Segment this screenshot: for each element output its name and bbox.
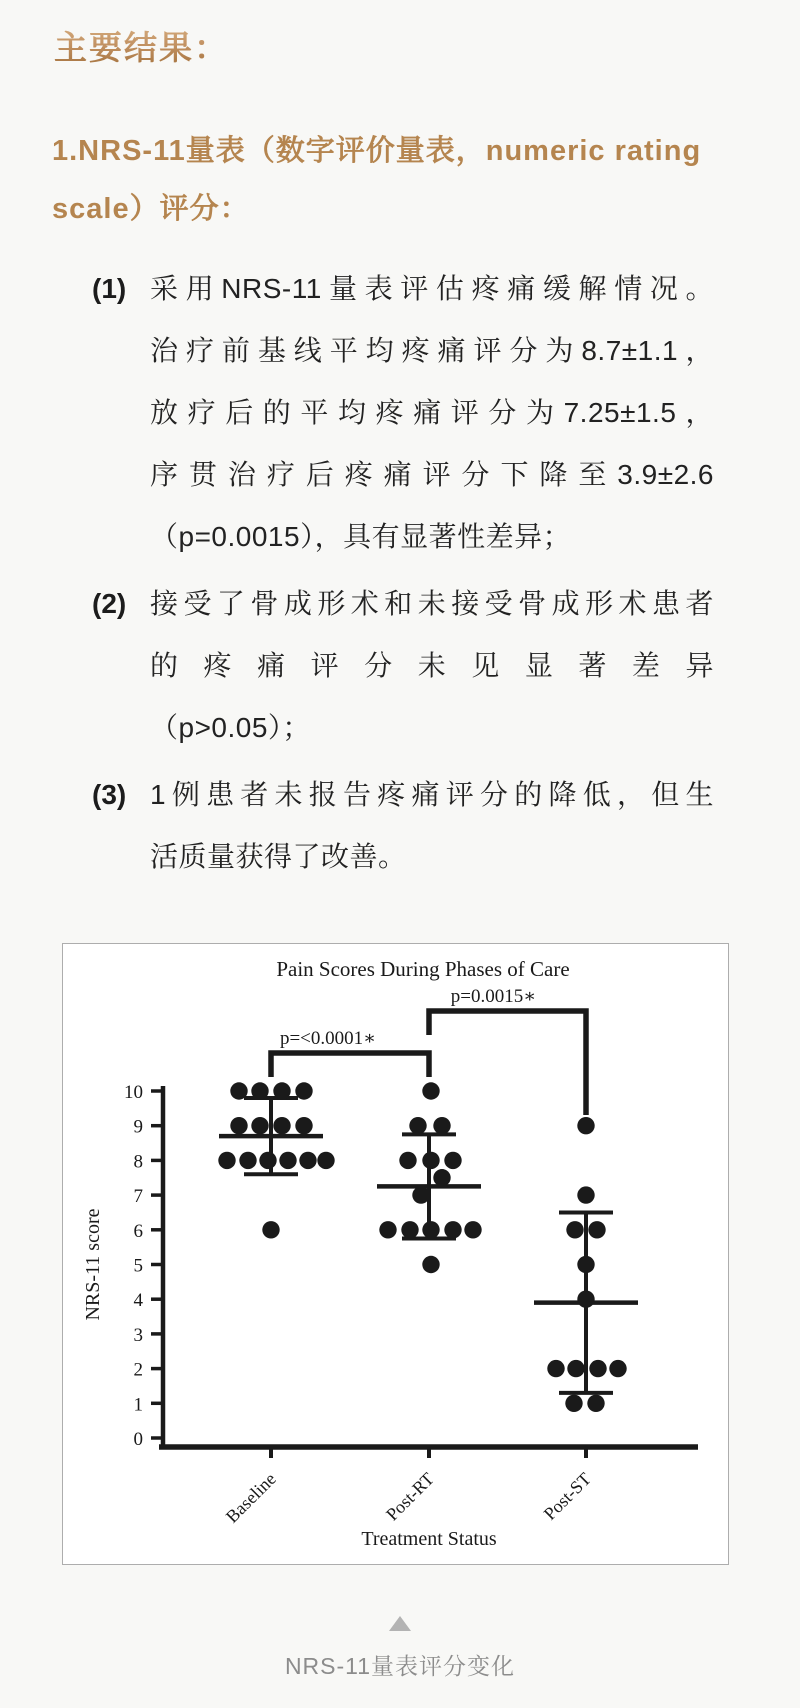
y-tick-label: 4 bbox=[133, 1290, 143, 1312]
list-item-line: （p>0.05）； bbox=[150, 712, 311, 743]
y-tick-label: 9 bbox=[133, 1116, 143, 1138]
list-item-line: 采用NRS-11量表评估疼痛缓解情况。 bbox=[150, 273, 714, 304]
data-point bbox=[588, 1221, 605, 1238]
data-point bbox=[587, 1395, 604, 1412]
data-point bbox=[609, 1360, 626, 1377]
y-tick-label: 1 bbox=[133, 1394, 143, 1416]
significance-label: p=<0.0001∗ bbox=[279, 1028, 377, 1049]
significance-bracket bbox=[271, 1053, 429, 1077]
list-item-line: 接受了骨成形术和未接受骨成形术患者 bbox=[150, 588, 714, 619]
findings-list bbox=[92, 258, 714, 893]
data-point bbox=[218, 1152, 235, 1169]
data-point bbox=[577, 1291, 594, 1308]
list-item bbox=[92, 764, 714, 888]
data-point bbox=[433, 1117, 450, 1134]
data-point bbox=[262, 1221, 279, 1238]
y-axis-label: NRS-11 score bbox=[82, 1208, 104, 1321]
data-point bbox=[412, 1186, 429, 1203]
y-tick-label: 2 bbox=[133, 1359, 143, 1381]
chart-title: Pain Scores During Phases of Care bbox=[276, 957, 570, 981]
data-point bbox=[295, 1117, 312, 1134]
figure-caption: NRS-11量表评分变化 bbox=[284, 1653, 516, 1679]
list-item bbox=[92, 258, 714, 568]
data-point bbox=[251, 1117, 268, 1134]
y-tick-label: 0 bbox=[133, 1429, 143, 1450]
data-point bbox=[317, 1152, 334, 1169]
data-point bbox=[464, 1221, 481, 1238]
data-point bbox=[444, 1152, 461, 1169]
data-point bbox=[273, 1117, 290, 1134]
y-tick-label: 6 bbox=[133, 1220, 143, 1242]
page-title: 主要结果： bbox=[54, 22, 229, 69]
data-point bbox=[577, 1186, 594, 1203]
data-point bbox=[273, 1082, 290, 1099]
y-tick-label: 7 bbox=[133, 1186, 143, 1208]
list-item-text bbox=[150, 573, 714, 759]
data-point bbox=[295, 1082, 312, 1099]
list-item-text bbox=[150, 764, 714, 888]
data-point bbox=[401, 1221, 418, 1238]
data-point bbox=[577, 1117, 594, 1134]
y-tick-label: 5 bbox=[133, 1255, 143, 1277]
significance-bracket bbox=[429, 1011, 586, 1115]
list-item-number: (2) bbox=[92, 588, 127, 619]
data-point bbox=[251, 1082, 268, 1099]
data-point bbox=[577, 1256, 594, 1273]
data-point bbox=[299, 1152, 316, 1169]
list-item-line: 的疼痛评分未见显著差异 bbox=[150, 650, 714, 681]
y-tick-label: 3 bbox=[133, 1324, 143, 1346]
list-item-text bbox=[150, 258, 714, 568]
caption-pointer-icon bbox=[389, 1616, 411, 1631]
data-point bbox=[433, 1169, 450, 1186]
significance-label: p=0.0015∗ bbox=[450, 986, 537, 1007]
data-point bbox=[230, 1117, 247, 1134]
y-tick-label: 10 bbox=[124, 1082, 143, 1103]
data-point bbox=[422, 1082, 439, 1099]
data-point bbox=[444, 1221, 461, 1238]
list-item-line: 活质量获得了改善。 bbox=[150, 841, 407, 872]
y-tick-label: 8 bbox=[133, 1151, 143, 1173]
list-item bbox=[92, 573, 714, 759]
data-point bbox=[422, 1221, 439, 1238]
list-item-line: 放疗后的平均疼痛评分为7.25±1.5， bbox=[150, 397, 714, 428]
list-item-line: （p=0.0015），具有显著性差异； bbox=[150, 521, 572, 552]
list-item-line: 序贯治疗后疼痛评分下降至3.9±2.6 bbox=[150, 459, 714, 490]
list-item-number: (1) bbox=[92, 273, 127, 304]
data-point bbox=[379, 1221, 396, 1238]
data-point bbox=[589, 1360, 606, 1377]
data-point bbox=[239, 1152, 256, 1169]
data-point bbox=[567, 1360, 584, 1377]
chart-figure bbox=[62, 943, 729, 1565]
x-axis-label: Treatment Status bbox=[361, 1528, 497, 1550]
data-point bbox=[279, 1152, 296, 1169]
data-point bbox=[422, 1256, 439, 1273]
x-category-label: Baseline bbox=[221, 1468, 280, 1527]
list-item-line: 治疗前基线平均疼痛评分为8.7±1.1， bbox=[150, 335, 714, 366]
x-category-label: Post-ST bbox=[539, 1468, 595, 1524]
pain-scores-scatter-chart bbox=[63, 944, 728, 1564]
data-point bbox=[399, 1152, 416, 1169]
data-point bbox=[409, 1117, 426, 1134]
data-point bbox=[566, 1221, 583, 1238]
data-point bbox=[259, 1152, 276, 1169]
x-category-label: Post-RT bbox=[382, 1468, 438, 1525]
data-point bbox=[230, 1082, 247, 1099]
data-point bbox=[547, 1360, 564, 1377]
list-item-line: 1例患者未报告疼痛评分的降低，但生 bbox=[150, 779, 714, 810]
data-point bbox=[565, 1395, 582, 1412]
section-heading: 1.NRS-11量表（数字评价量表，numeric rating scale）评分： bbox=[52, 135, 702, 225]
list-item-number: (3) bbox=[92, 779, 127, 810]
data-point bbox=[422, 1152, 439, 1169]
